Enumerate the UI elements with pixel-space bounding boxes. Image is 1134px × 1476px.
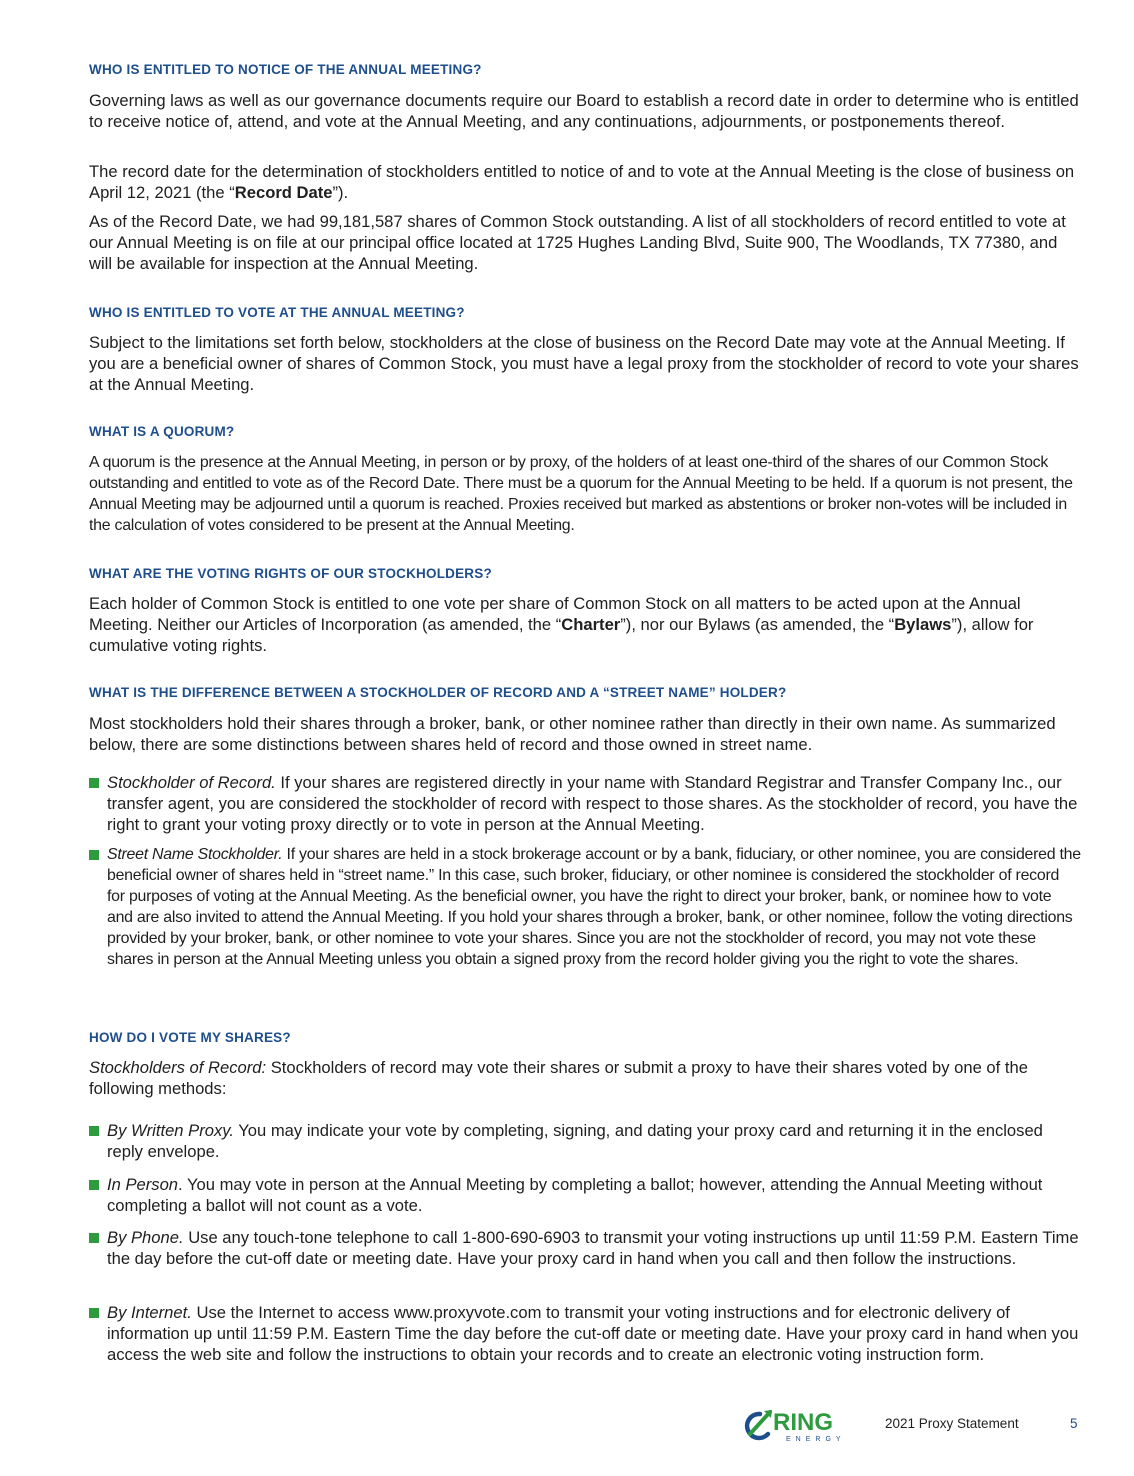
page-footer bbox=[740, 1408, 1100, 1444]
paragraph-quorum: A quorum is the presence at the Annual Meeting, in person or by proxy, of the holders of at least one-third of the shares of our Common Stock outstanding and entitled to vote as of the Record Date. There must be a quorum for the Annual Meeting to be held. If a quorum is not present, the Annual Meeting may be adjourned until a quorum is reached. Proxies received but marked as abstentions or broker non-votes will be included in the calculation of votes considered to be present at the Annual Meeting. bbox=[89, 454, 1073, 534]
paragraph-record-date-intro: Governing laws as well as our governance documents require our Board to establish a record date in order to determine who is entitled to receive notice of, attend, and vote at the Annual Meeting, and any continuations, adjournments, or postponements thereof. bbox=[89, 91, 1079, 131]
svg-text:RING: RING bbox=[773, 1409, 833, 1436]
svg-text:ENERGY: ENERGY bbox=[786, 1436, 846, 1442]
bullet-square-icon bbox=[89, 1180, 99, 1190]
heading-record-vs-street: WHAT IS THE DIFFERENCE BETWEEN A STOCKHOLDER OF RECORD AND A “STREET NAME” HOLDER? bbox=[89, 685, 787, 700]
heading-voting-rights: WHAT ARE THE VOTING RIGHTS OF OUR STOCKHOLDERS? bbox=[89, 566, 492, 581]
ring-energy-logo bbox=[740, 1408, 860, 1442]
heading-how-to-vote: HOW DO I VOTE MY SHARES? bbox=[89, 1030, 291, 1045]
bullet-square-icon bbox=[89, 850, 99, 860]
list-item-written-proxy: By Written Proxy. You may indicate your vote by completing, signing, and dating your proxy card and returning it in the enclosed reply envelope. bbox=[89, 1120, 1081, 1162]
bullet-square-icon bbox=[89, 1126, 99, 1136]
paragraph-entitled-to-vote: Subject to the limitations set forth below, stockholders at the close of business on the Record Date may vote at the Annual Meeting. If you are a beneficial owner of shares of Common Stock, you must have a legal proxy from the stockholder of record to vote your shares at the Annual Meeting. bbox=[89, 333, 1079, 394]
paragraph-voting-rights: Each holder of Common Stock is entitled to one vote per share of Common Stock on all matters to be acted upon at the Annual Meeting. Neither our Articles of Incorporation (as amended, the “Charter”), nor our Bylaws (as amended, the “Bylaws”), allow for cumulative voting rights. bbox=[89, 594, 1034, 655]
page-number: 5 bbox=[1070, 1416, 1078, 1431]
list-item-stockholder-of-record: Stockholder of Record. If your shares are registered directly in your name with Standard Registrar and Transfer Company Inc., our transfer agent, you are considered the stockholder of record with respect to those shares. As the stockholder of record, you have the right to grant your voting proxy directly or to vote in person at the Annual Meeting. bbox=[89, 772, 1081, 835]
bullet-square-icon bbox=[89, 1233, 99, 1243]
paragraph-shares-outstanding: As of the Record Date, we had 99,181,587 shares of Common Stock outstanding. A list of all stockholders of record entitled to vote at our Annual Meeting is on file at our principal office located at 1725 Hughes Landing Blvd, Suite 900, The Woodlands, TX 77380, and will be available for inspection at the Annual Meeting. bbox=[89, 212, 1066, 273]
heading-quorum: WHAT IS A QUORUM? bbox=[89, 424, 235, 439]
document-title: 2021 Proxy Statement bbox=[885, 1416, 1019, 1431]
heading-entitled-to-vote: WHO IS ENTITLED TO VOTE AT THE ANNUAL MEETING? bbox=[89, 305, 465, 320]
bullet-square-icon bbox=[89, 1308, 99, 1318]
list-item-by-phone: By Phone. Use any touch-tone telephone to call 1-800-690-6903 to transmit your voting instructions up until 11:59 P.M. Eastern Time the day before the cut-off date or meeting date. Have your proxy card in hand when you call and then follow the instructions. bbox=[89, 1227, 1081, 1269]
list-item-by-internet: By Internet. Use the Internet to access www.proxyvote.com to transmit your voting instructions and for electronic delivery of information up until 11:59 P.M. Eastern Time the day before the cut-off date or meeting date. Have your proxy card in hand when you access the web site and follow the instructions to obtain your records and to create an electronic voting instruction form. bbox=[89, 1302, 1081, 1365]
heading-notice: WHO IS ENTITLED TO NOTICE OF THE ANNUAL MEETING? bbox=[89, 62, 482, 77]
paragraph-record-date: The record date for the determination of stockholders entitled to notice of and to vote at the Annual Meeting is the close of business on April 12, 2021 (the “Record Date”). bbox=[89, 162, 1075, 202]
paragraph-voting-methods: Stockholders of Record: Stockholders of record may vote their shares or submit a proxy to have their shares voted by one of the following methods: bbox=[89, 1058, 1028, 1098]
list-item-street-name-stockholder: Street Name Stockholder. If your shares are held in a stock brokerage account or by a bank, fiduciary, or other nominee, you are considered the beneficial owner of shares held in “street name.” In this case, such broker, fiduciary, or other nominee is considered the stockholder of record for purposes of voting at the Annual Meeting. As the beneficial owner, you have the right to direct your broker, bank, or nominee how to vote and are also invited to attend the Annual Meeting. If you hold your shares through a broker, bank, or other nominee, follow the voting directions provided by your broker, bank, or other nominee to vote your shares. Since you are not the stockholder of record, you may not vote these shares in person at the Annual Meeting unless you obtain a signed proxy from the record holder giving you the right to vote the shares. bbox=[89, 844, 1081, 970]
bullet-square-icon bbox=[89, 778, 99, 788]
list-item-in-person: In Person. You may vote in person at the Annual Meeting by completing a ballot; however, attending the Annual Meeting without completing a ballot will not count as a vote. bbox=[89, 1174, 1081, 1216]
paragraph-record-vs-street: Most stockholders hold their shares through a broker, bank, or other nominee rather than directly in their own name. As summarized below, there are some distinctions between shares held of record and those owned in street name. bbox=[89, 714, 1056, 754]
